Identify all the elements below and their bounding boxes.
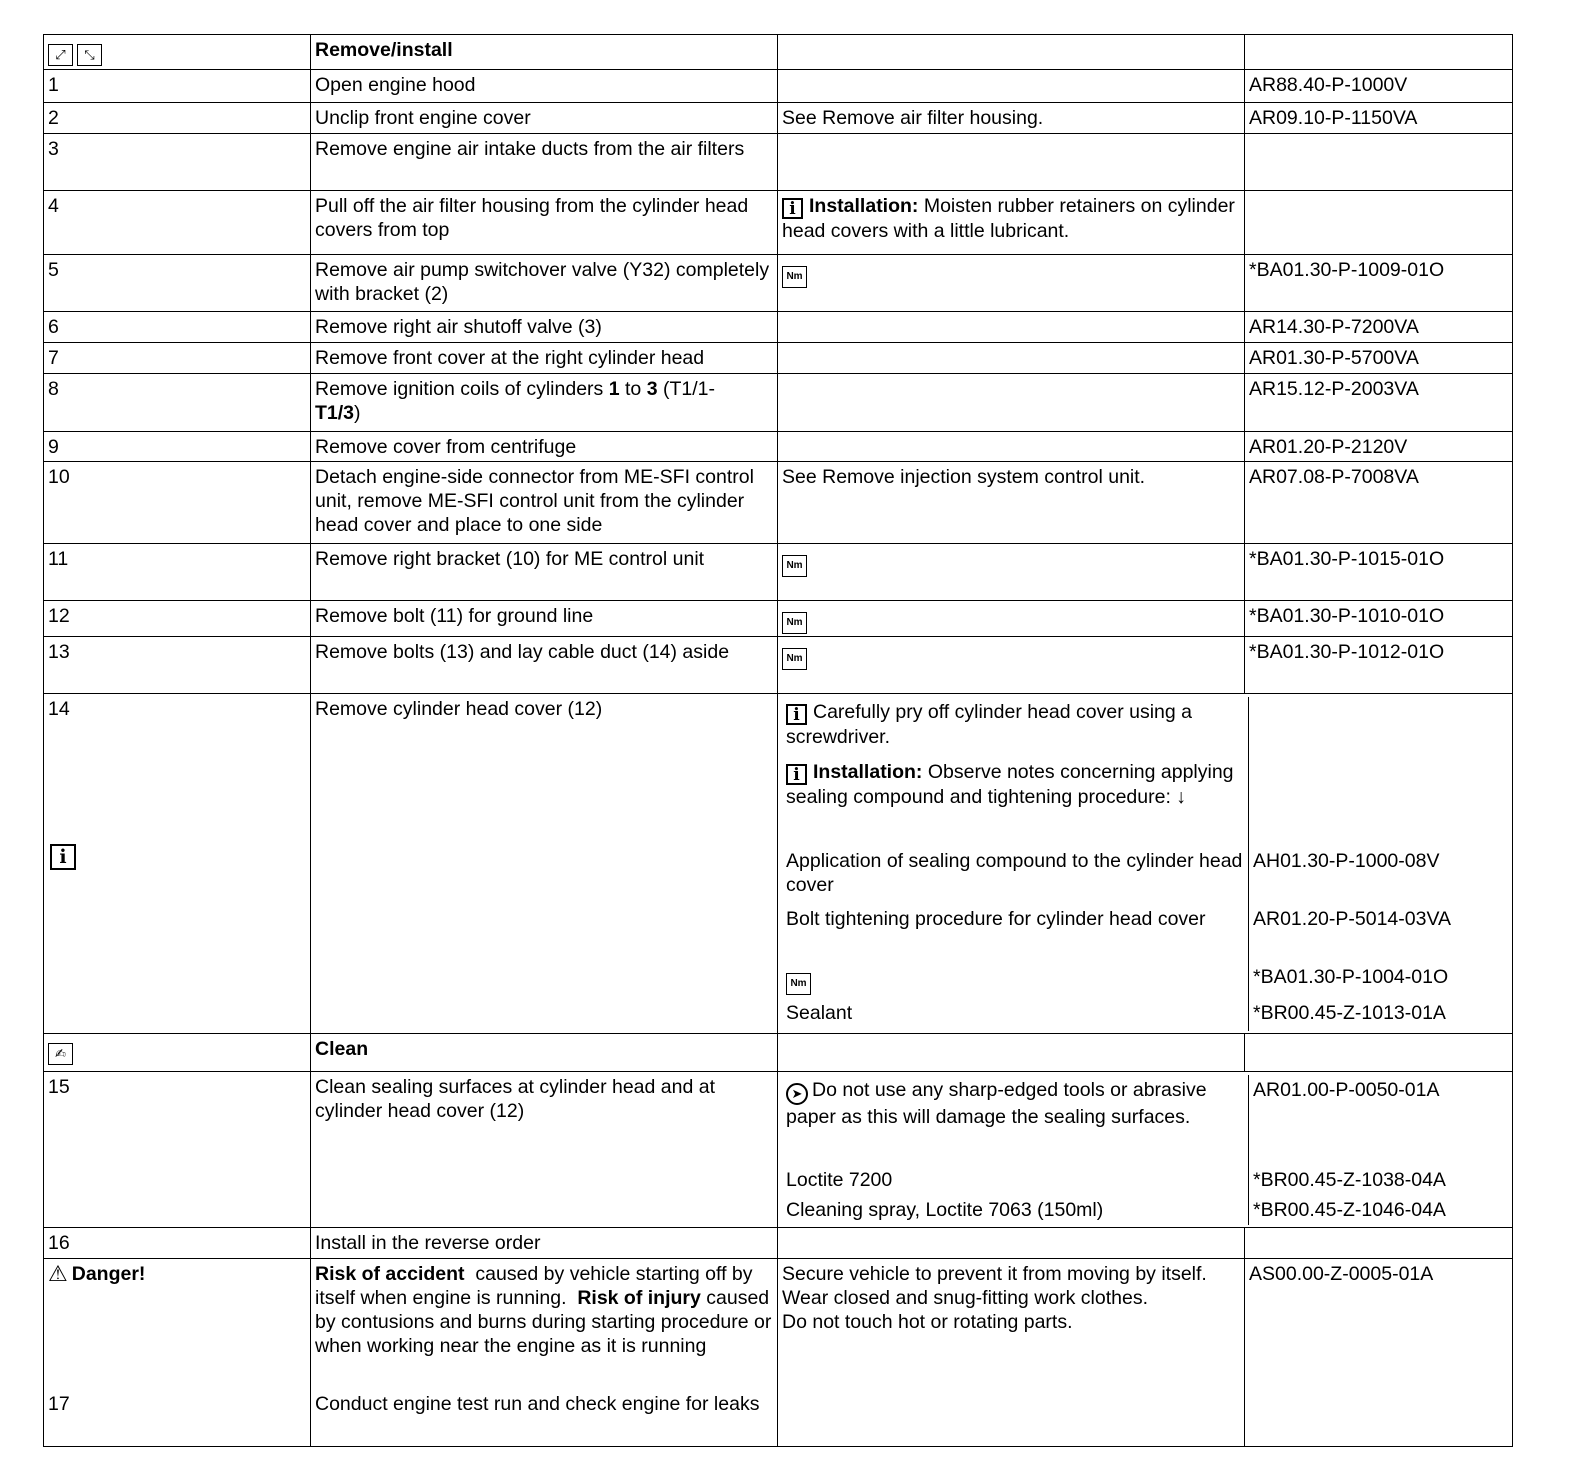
step-reference[interactable]: AR88.40-P-1000V [1245,70,1513,103]
section-title: Remove/install [311,35,778,70]
step-number: 14 [48,698,70,720]
step-note [778,601,1245,637]
step-number-cell [44,694,311,1034]
sub-step-text: Application of sealing compound to the cylinder head cover [782,846,1249,904]
clean-header-row [44,1034,1513,1072]
torque-nm-icon[interactable]: Nm [782,648,807,670]
step-text: Remove bolt (11) for ground line [311,601,778,637]
step-text: Open engine hood [311,70,778,103]
table-row [44,544,1513,601]
step-reference [1245,134,1513,191]
step-text: Remove right bracket (10) for ME control unit [311,544,778,601]
step-text: Remove bolts (13) and lay cable duct (14) aside [311,637,778,694]
step-note [778,374,1245,432]
step-reference[interactable]: AR15.12-P-2003VA [1245,374,1513,432]
step-note [778,637,1245,694]
step-reference[interactable]: *BA01.30-P-1012-01O [1245,637,1513,694]
table-row [44,70,1513,103]
info-icon: i [782,198,803,219]
step-note [778,134,1245,191]
step-reference[interactable]: AR09.10-P-1150VA [1245,103,1513,134]
table-row [44,255,1513,312]
caution-icon: ➤ [786,1083,808,1105]
step-note [778,432,1245,462]
step-reference[interactable]: AR01.30-P-5700VA [1245,343,1513,374]
table-header-row [44,35,1513,70]
step-reference[interactable]: AR01.20-P-2120V [1245,432,1513,462]
step-note [778,343,1245,374]
step-note: i Installation: Observe notes concerning applying sealing compound and tightening procedure: ↓ [782,757,1249,846]
torque-nm-icon[interactable]: Nm [782,555,807,577]
danger-text: Risk of accident caused by vehicle starting off by itself when engine is running. Risk of injury caused by contusions and burns during starting procedure or when working near the engine as it is running Conduct engine test run and check engine for leaks [311,1259,778,1447]
section-title: Clean [311,1034,778,1072]
torque-nm-icon[interactable]: Nm [782,266,807,288]
step-number: 9 [44,432,311,462]
step-number: 13 [44,637,311,694]
table-row [44,1072,1513,1228]
step-note [778,312,1245,343]
step-text: Remove air pump switchover valve (Y32) completely with bracket (2) [311,255,778,312]
step-text: Remove engine air intake ducts from the air filters [311,134,778,191]
step-note[interactable]: See Remove injection system control unit. [778,462,1245,544]
table-row [44,1228,1513,1259]
step-reference[interactable]: *BA01.30-P-1009-01O [1245,255,1513,312]
table-row [44,134,1513,191]
step-text: Remove front cover at the right cylinder head [311,343,778,374]
step-text: Detach engine-side connector from ME-SFI control unit, remove ME-SFI control unit from the cylinder head cover and place to one side [311,462,778,544]
step-number: 7 [44,343,311,374]
step-note: i Installation: Moisten rubber retainers on cylinder head covers with a little lubricant. [778,191,1245,255]
step-reference [1245,191,1513,255]
table-row [44,312,1513,343]
danger-reference[interactable]: AS00.00-Z-0005-01A [1245,1259,1513,1447]
danger-label: Danger! [71,1263,146,1285]
sub-step-reference[interactable]: *BA01.30-P-1004-01O [1253,966,1449,988]
step-note [778,70,1245,103]
step-text: Install in the reverse order [311,1228,778,1259]
torque-nm-icon[interactable]: Nm [782,612,807,634]
sub-step-reference[interactable]: AR01.20-P-5014-03VA [1253,908,1452,930]
info-icon: i [786,764,807,785]
step-reference[interactable]: AR07.08-P-7008VA [1245,462,1513,544]
step-number: 11 [44,544,311,601]
step-text: Conduct engine test run and check engine for leaks [315,1393,760,1415]
step-number: 5 [44,255,311,312]
step-number: 2 [44,103,311,134]
step-text: Remove cover from centrifuge [311,432,778,462]
step-note: ➤ Do not use any sharp-edged tools or abrasive paper as this will damage the sealing surfaces. [782,1075,1249,1165]
expand-icon[interactable]: ⤢ [48,44,73,66]
step-note [778,544,1245,601]
step-text: Clean sealing surfaces at cylinder head and at cylinder head cover (12) [311,1072,778,1228]
clean-icon[interactable]: ✍ [48,1043,73,1065]
warning-icon: ⚠ [48,1261,68,1286]
info-icon: i [786,704,807,725]
info-icon[interactable]: i [50,844,76,870]
step-note: i Carefully pry off cylinder head cover using a screwdriver. [782,697,1249,757]
sub-step-reference[interactable]: *BR00.45-Z-1046-04A [1253,1199,1446,1221]
step-number: 15 [44,1072,311,1228]
step-reference[interactable]: AR01.00-P-0050-01A [1253,1079,1440,1101]
step-number: 17 [48,1393,70,1415]
step-number: 1 [44,70,311,103]
sub-step-reference[interactable]: *BR00.45-Z-1038-04A [1253,1169,1446,1191]
table-row [44,191,1513,255]
step-note [778,255,1245,312]
step-reference[interactable]: *BA01.30-P-1015-01O [1245,544,1513,601]
table-row [44,432,1513,462]
step-text: Remove ignition coils of cylinders 1 to 3 (T1/1- T1/3) [311,374,778,432]
sub-step-text: Cleaning spray, Loctite 7063 (150ml) [782,1195,1249,1225]
step-text: Unclip front engine cover [311,103,778,134]
step-number: 4 [44,191,311,255]
table-row [44,637,1513,694]
step-number: 12 [44,601,311,637]
sub-step-reference[interactable]: AH01.30-P-1000-08V [1253,850,1440,872]
header-icons-cell [44,35,311,70]
step-number: 3 [44,134,311,191]
step-number: 16 [44,1228,311,1259]
table-row [44,601,1513,637]
table-row [44,694,1513,1034]
table-row [44,462,1513,544]
sub-step-text: Bolt tightening procedure for cylinder head cover [782,904,1249,962]
procedure-table [43,34,1513,1447]
sub-step-text [782,962,1249,998]
step-note[interactable]: See Remove air filter housing. [778,103,1245,134]
step-text: Pull off the air filter housing from the cylinder head covers from top [311,191,778,255]
sub-step-text: Loctite 7200 [782,1165,1249,1195]
sub-step-text: Sealant [782,998,1249,1031]
collapse-icon[interactable]: ⤡ [77,44,102,66]
danger-row [44,1259,1513,1447]
step-number: 8 [44,374,311,432]
table-row [44,374,1513,432]
table-row [44,343,1513,374]
step-text: Remove cylinder head cover (12) [311,694,778,1034]
step-reference[interactable]: AR14.30-P-7200VA [1245,312,1513,343]
step-text: Remove right air shutoff valve (3) [311,312,778,343]
torque-nm-icon[interactable]: Nm [786,973,811,995]
sub-step-reference[interactable]: *BR00.45-Z-1013-01A [1253,1002,1446,1024]
table-row [44,103,1513,134]
step-number: 6 [44,312,311,343]
danger-note: Secure vehicle to prevent it from moving by itself. Wear closed and snug-fitting work clothes. Do not touch hot or rotating parts. [778,1259,1245,1447]
danger-cell [44,1259,311,1447]
step-reference[interactable]: *BA01.30-P-1010-01O [1245,601,1513,637]
step-number: 10 [44,462,311,544]
